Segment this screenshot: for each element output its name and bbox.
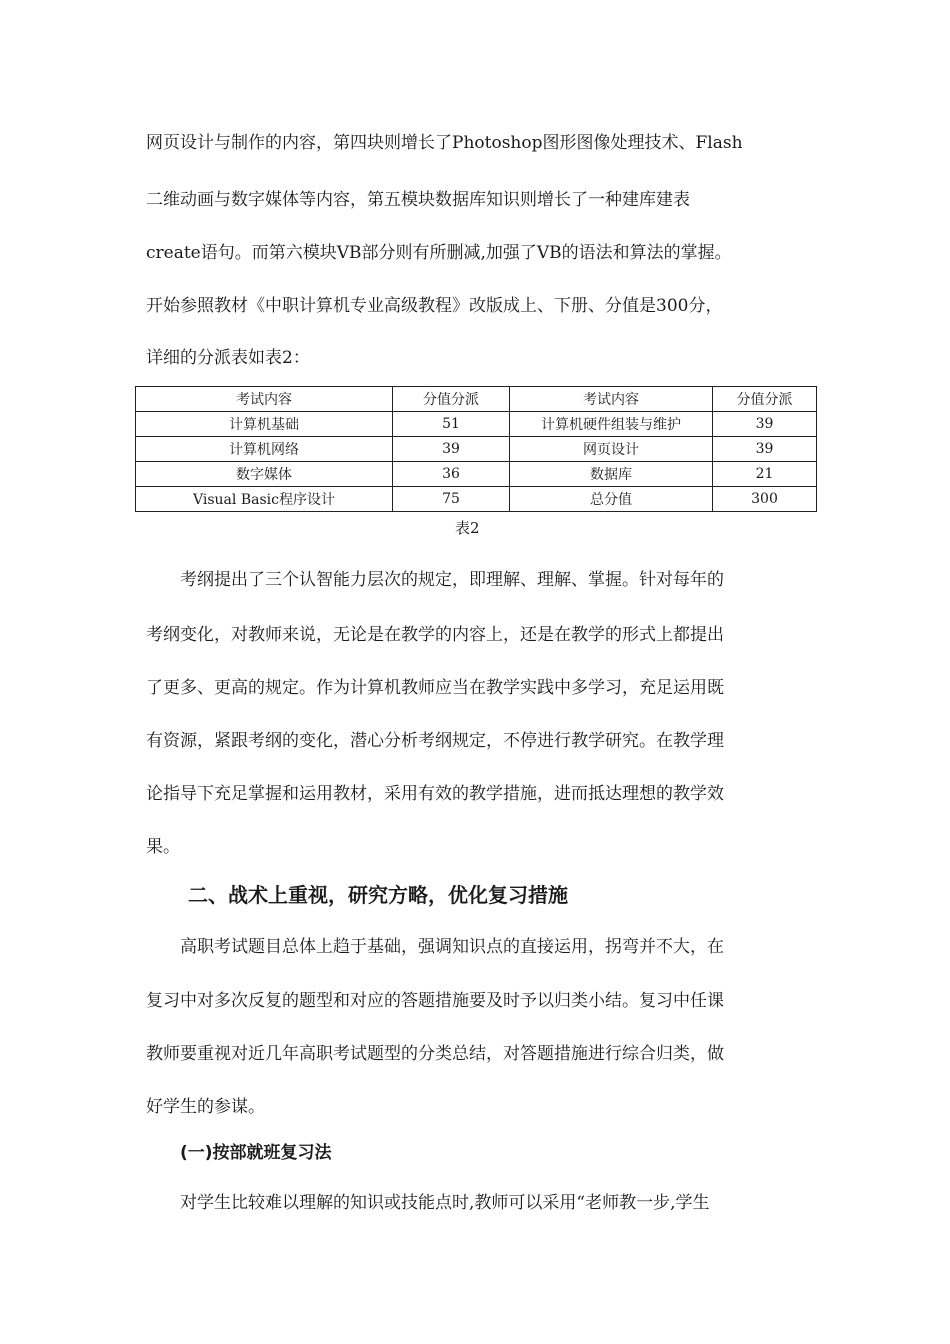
paragraph-line: 高职考试题目总体上趋于基础，强调知识点的直接运用，拐弯并不大，在 (180, 937, 724, 957)
subsection-heading: (一)按部就班复习法 (180, 1143, 332, 1163)
paragraph-line: 详细的分派表如表2： (146, 348, 310, 368)
score-distribution-table (135, 386, 817, 512)
table-header-row (136, 387, 817, 412)
table-cell: 数字媒体 (136, 462, 393, 487)
table-cell: 36 (393, 462, 510, 487)
table-header-cell: 考试内容 (510, 387, 713, 412)
table-header-cell: 分值分派 (393, 387, 510, 412)
table-cell: 数据库 (510, 462, 713, 487)
paragraph-line: 对学生比较难以理解的知识或技能点时,教师可以采用“老师教一步,学生 (180, 1193, 710, 1213)
paragraph-line: create语句。而第六模块VB部分则有所删减,加强了VB的语法和算法的掌握。 (146, 243, 732, 263)
table-caption: 表2 (455, 519, 480, 537)
table-row (136, 462, 817, 487)
paragraph-line: 复习中对多次反复的题型和对应的答题措施要及时予以归类小结。复习中任课 (146, 991, 724, 1011)
table-cell: 300 (713, 487, 817, 512)
table-cell: 计算机基础 (136, 412, 393, 437)
section-heading: 二、战术上重视，研究方略，优化复习措施 (188, 883, 568, 907)
paragraph-line: 二维动画与数字媒体等内容，第五模块数据库知识则增长了一种建库建表 (146, 190, 690, 210)
paragraph-line: 了更多、更高的规定。作为计算机教师应当在教学实践中多学习，充足运用既 (146, 678, 724, 698)
table-row (136, 437, 817, 462)
paragraph-line: 网页设计与制作的内容，第四块则增长了Photoshop图形图像处理技术、Flash (146, 133, 743, 153)
table-cell: 39 (393, 437, 510, 462)
paragraph-line: 果。 (146, 837, 180, 857)
paragraph-line: 考纲提出了三个认智能力层次的规定，即理解、理解、掌握。针对每年的 (180, 570, 724, 590)
paragraph-line: 考纲变化，对教师来说，无论是在教学的内容上，还是在教学的形式上都提出 (146, 625, 724, 645)
table-cell: 计算机网络 (136, 437, 393, 462)
paragraph-line: 论指导下充足掌握和运用教材，采用有效的教学措施，进而抵达理想的教学效 (146, 784, 724, 804)
table-cell: 网页设计 (510, 437, 713, 462)
table-header-cell: 考试内容 (136, 387, 393, 412)
table-header-cell: 分值分派 (713, 387, 817, 412)
paragraph-line: 开始参照教材《中职计算机专业高级教程》改版成上、下册、分值是300分， (146, 296, 723, 316)
table-row (136, 412, 817, 437)
paragraph-line: 好学生的参谋。 (146, 1097, 265, 1117)
table-cell: 总分值 (510, 487, 713, 512)
table-cell: 39 (713, 437, 817, 462)
paragraph-line: 有资源，紧跟考纲的变化，潜心分析考纲规定，不停进行教学研究。在教学理 (146, 731, 724, 751)
table-cell: 39 (713, 412, 817, 437)
table-cell: 21 (713, 462, 817, 487)
table-cell: 51 (393, 412, 510, 437)
table-cell: Visual Basic程序设计 (136, 487, 393, 512)
paragraph-line: 教师要重视对近几年高职考试题型的分类总结，对答题措施进行综合归类，做 (146, 1044, 724, 1064)
table-cell: 75 (393, 487, 510, 512)
table-row (136, 487, 817, 512)
table-cell: 计算机硬件组装与维护 (510, 412, 713, 437)
